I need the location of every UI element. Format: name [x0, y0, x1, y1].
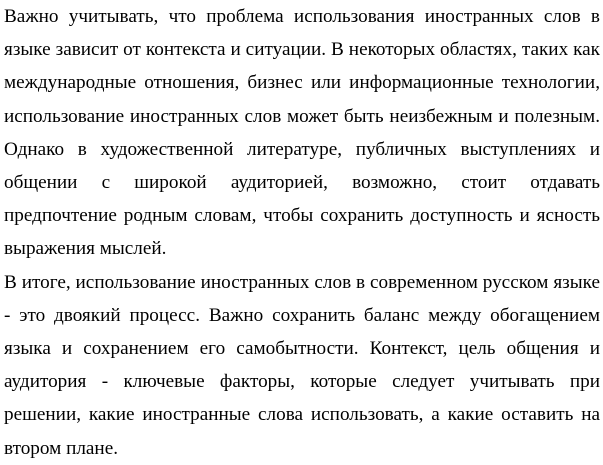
- paragraph-foreign-words-context: Важно учитывать, что проблема использования иностранных слов в языке зависит от контекста и ситуации. В некоторых областях, таких как международные отношения, бизнес или информационные технологии, использование иностранных слов может быть неизбежным и полезным. Однако в художественной литературе, публичных выступлениях и общении с широкой аудиторией, возможно, стоит отдавать предпочтение родным словам, чтобы сохранить доступность и ясность выражения мыслей.: [4, 6, 600, 260]
- paragraph-conclusion: В итоге, использование иностранных слов в современном русском языке - это двоякий процесс. Важно сохранить баланс между обогащением языка и сохранением его самобытности. Контекст, цель общения и аудитория - ключевые факторы, которые следует учитывать при решении, какие иностранные слова использовать, а какие оставить на втором плане.: [4, 271, 600, 459]
